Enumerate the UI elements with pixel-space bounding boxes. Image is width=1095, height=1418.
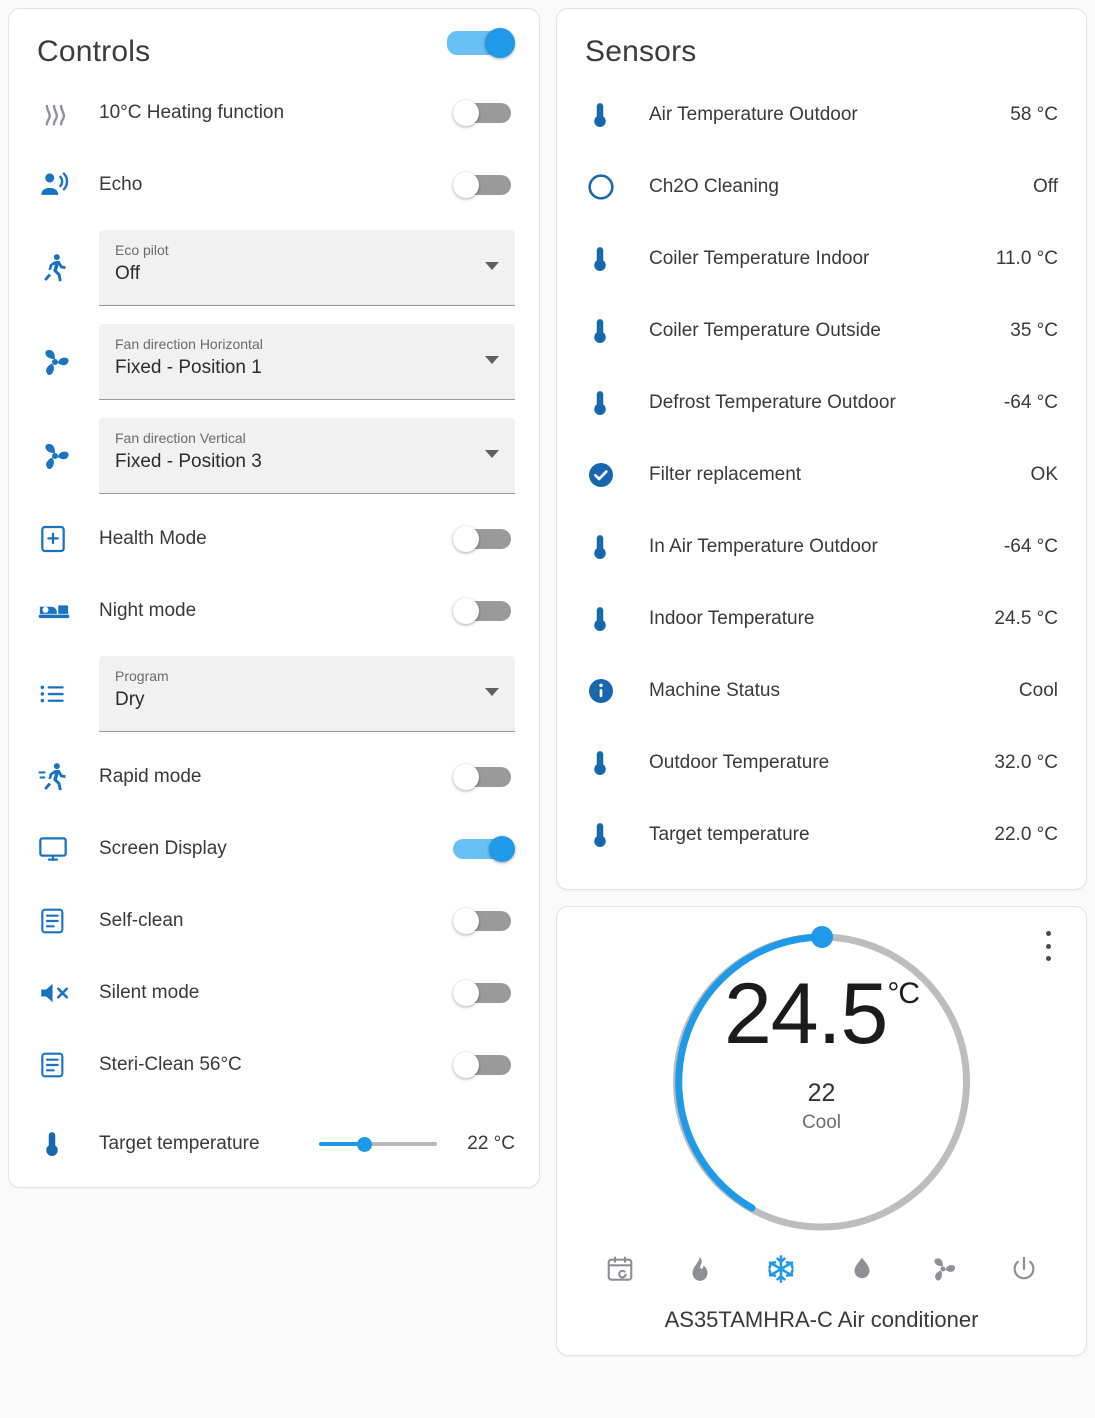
sensor-value: OK [1030,464,1058,485]
list-icon [37,678,91,710]
sensor-value: 24.5 °C [994,608,1058,629]
field-label: Fan direction Horizontal [115,336,263,352]
sensor-label: Filter replacement [649,464,802,485]
toggle-knob [453,172,479,198]
sensors-title: Sensors [585,35,697,68]
sensor-row [557,439,1086,511]
sensor-row [557,223,1086,295]
self-clean-icon [37,905,91,937]
program-select[interactable] [99,656,515,732]
toggle-knob [453,1052,479,1078]
sensor-row [557,151,1086,223]
self-clean-icon [37,1049,91,1081]
sensor-row [557,295,1086,367]
toggle-knob [453,908,479,934]
toggle-rapid-mode[interactable] [453,764,515,790]
control-row-heating [9,77,539,149]
sensor-row [557,655,1086,727]
toggle-screen-display[interactable] [453,836,515,862]
fan-icon [37,344,91,380]
sensor-value: 11.0 °C [995,248,1058,269]
control-row-night-mode [9,575,539,647]
dial-current-temperature: $24.5^{^\circ C}$ [723,966,920,1062]
field-label: Program [115,668,169,684]
dial-arc [647,907,997,1247]
controls-header [9,9,539,77]
eco-pilot-select[interactable] [99,230,515,306]
control-row-self-clean [9,885,539,957]
control-row-screen-display [9,813,539,885]
control-label: Self-clean [99,910,184,931]
mode-button-cool[interactable] [765,1253,797,1285]
mode-button-dry[interactable] [847,1254,877,1284]
toggle-knob [453,764,479,790]
sensor-label: In Air Temperature Outdoor [649,536,878,557]
control-row-steri-clean [9,1029,539,1101]
mode-button-heat[interactable] [685,1254,715,1284]
dial-target-temperature: 22 [807,1079,836,1107]
control-row-silent-mode [9,957,539,1029]
thermometer-icon [585,748,641,778]
sensor-value: 22.0 °C [994,824,1058,845]
thermometer-icon [585,388,641,418]
sensor-label: Defrost Temperature Outdoor [649,392,896,413]
control-label: Health Mode [99,528,207,549]
check-circle-icon [585,459,641,491]
sensor-row [557,727,1086,799]
toggle-heating[interactable] [453,100,515,126]
target-temperature-slider[interactable] [319,1134,437,1154]
toggle-knob [453,100,479,126]
field-value: Fixed - Position 3 [115,451,262,472]
mode-bar [557,1253,1086,1285]
field-value: Fixed - Position 1 [115,357,262,378]
chevron-down-icon [485,450,499,458]
bed-icon [37,594,91,628]
control-label: Target temperature [99,1133,260,1154]
fan-direction-vertical-select[interactable] [99,418,515,494]
control-row-fan-vertical [9,409,539,503]
sensors-card [556,8,1087,890]
mode-button-fan-only[interactable] [927,1253,959,1285]
toggle-knob [453,526,479,552]
running-person-icon [37,251,91,285]
sensor-row [557,799,1086,871]
thermometer-icon [585,244,641,274]
sensor-row [557,367,1086,439]
sensor-value: Off [1033,176,1058,197]
control-label: Echo [99,174,143,195]
toggle-echo[interactable] [453,172,515,198]
controls-card [8,8,540,1188]
sensor-label: Ch2O Cleaning [649,176,779,197]
target-temperature-slider-wrap [319,1133,515,1155]
mode-button-power[interactable] [1009,1254,1039,1284]
toggle-knob [489,836,515,862]
sensor-label: Coiler Temperature Outside [649,320,881,341]
sensor-value: 32.0 °C [994,752,1058,773]
control-label: Screen Display [99,838,227,859]
control-label: Silent mode [99,982,200,1003]
control-label: Night mode [99,600,197,621]
thermometer-icon [585,532,641,562]
slider-thumb[interactable] [357,1137,372,1152]
field-label: Fan direction Vertical [115,430,246,446]
control-row-echo [9,149,539,221]
fan-icon [37,438,91,474]
thermometer-icon [585,604,641,634]
sensor-label: Outdoor Temperature [649,752,830,773]
mode-button-auto[interactable] [605,1254,635,1284]
control-label: 10°C Heating function [99,102,285,123]
control-row-eco-pilot [9,221,539,315]
field-value: Off [115,263,140,284]
mute-icon [37,976,91,1010]
sensor-row [557,511,1086,583]
control-row-health-mode [9,503,539,575]
sensor-label: Coiler Temperature Indoor [649,248,870,269]
toggle-knob [485,28,515,58]
sensor-value: 35 °C [1010,320,1058,341]
thermometer-icon [37,1129,91,1159]
toggle-self-clean[interactable] [453,908,515,934]
dial-unit: °C [887,977,920,1010]
sensor-value: 58 °C [1010,104,1058,125]
control-row-target-temperature [9,1101,539,1187]
sensor-label: Air Temperature Outdoor [649,104,858,125]
dial-mode-label: Cool [801,1112,842,1133]
monitor-icon [37,833,91,865]
field-value: Dry [115,689,145,710]
heat-waves-icon [37,96,91,130]
chevron-down-icon [485,688,499,696]
control-row-program [9,647,539,741]
thermometer-icon [585,820,641,850]
sensor-value: -64 °C [1003,392,1058,413]
chevron-down-icon [485,356,499,364]
control-label: Rapid mode [99,766,202,787]
toggle-health-mode[interactable] [453,526,515,552]
sensor-label: Target temperature [649,824,810,845]
right-column [556,8,1087,1410]
thermometer-icon [585,316,641,346]
sensor-label: Machine Status [649,680,780,701]
toggle-knob [453,598,479,624]
sensor-label: Indoor Temperature [649,608,815,629]
control-label: Steri-Clean 56°C [99,1054,242,1075]
controls-master-toggle[interactable] [447,28,515,58]
echo-person-icon [37,168,91,202]
sensor-value: -64 °C [1003,536,1058,557]
toggle-silent-mode[interactable] [453,980,515,1006]
device-name: AS35TAMHRA-C Air conditioner [664,1307,979,1332]
sensor-value: Cool [1018,680,1058,701]
toggle-steri-clean[interactable] [453,1052,515,1078]
chevron-down-icon [485,262,499,270]
fan-direction-horizontal-select[interactable] [99,324,515,400]
target-temperature-value: 22 °C [467,1133,515,1154]
sensor-row [557,583,1086,655]
running-person-icon [37,760,91,794]
control-row-rapid-mode [9,741,539,813]
circle-icon [585,171,641,203]
control-row-fan-horizontal [9,315,539,409]
thermostat-dial[interactable] [557,907,1086,1247]
field-label: Eco pilot [115,242,169,258]
sensor-row [557,79,1086,151]
left-column [8,8,540,1410]
toggle-knob [453,980,479,1006]
health-cross-icon [37,523,91,555]
thermostat-card [556,906,1087,1356]
info-circle-icon [585,675,641,707]
toggle-night-mode[interactable] [453,598,515,624]
thermometer-icon [585,100,641,130]
controls-title: Controls [37,35,151,68]
